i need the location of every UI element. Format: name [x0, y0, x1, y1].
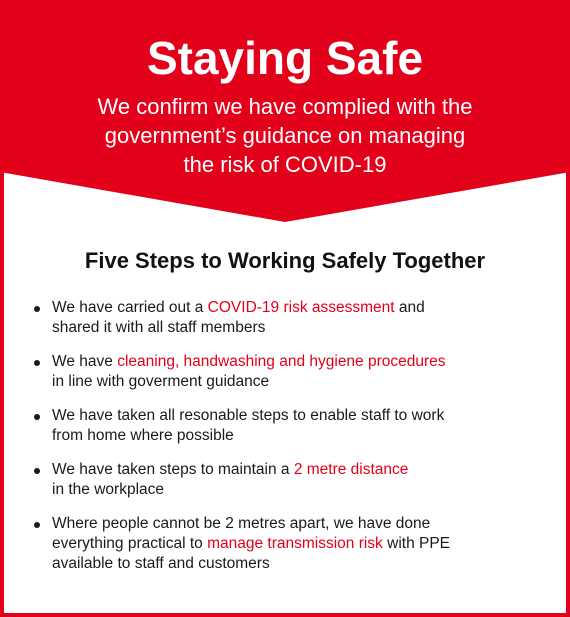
subtitle-line: We confirm we have complied with the [97, 94, 473, 119]
step-line: Where people cannot be 2 metres apart, we have done [52, 515, 431, 532]
step-line: everything practical to manage transmission risk with PPE [52, 535, 451, 552]
step-line: We have cleaning, handwashing and hygiene procedures [52, 353, 446, 370]
subtitle-line: the risk of COVID-19 [183, 152, 387, 177]
list-item [32, 460, 532, 500]
list-item [32, 406, 532, 446]
bullet-icon [34, 360, 40, 366]
step-line: in the workplace [52, 481, 165, 498]
step-line: We have taken steps to maintain a 2 metre distance [52, 461, 409, 478]
step-line: in line with goverment guidance [52, 373, 270, 390]
step-line: from home where possible [52, 427, 234, 444]
list-item [32, 298, 532, 338]
steps-list [32, 298, 532, 588]
bullet-icon [34, 468, 40, 474]
bullet-icon [34, 306, 40, 312]
poster-title: Staying Safe [146, 32, 424, 84]
poster-subtitle [60, 92, 510, 179]
step-line: We have carried out a COVID-19 risk assessment and [52, 299, 425, 316]
section-heading: Five Steps to Working Safely Together [84, 248, 486, 273]
step-line: available to staff and customers [52, 555, 270, 572]
list-item [32, 352, 532, 392]
step-line: We have taken all resonable steps to enable staff to work [52, 407, 445, 424]
bullet-icon [34, 522, 40, 528]
step-line: shared it with all staff members [52, 319, 266, 336]
list-item [32, 514, 532, 574]
bullet-icon [34, 414, 40, 420]
subtitle-line: government’s guidance on managing [104, 123, 466, 148]
